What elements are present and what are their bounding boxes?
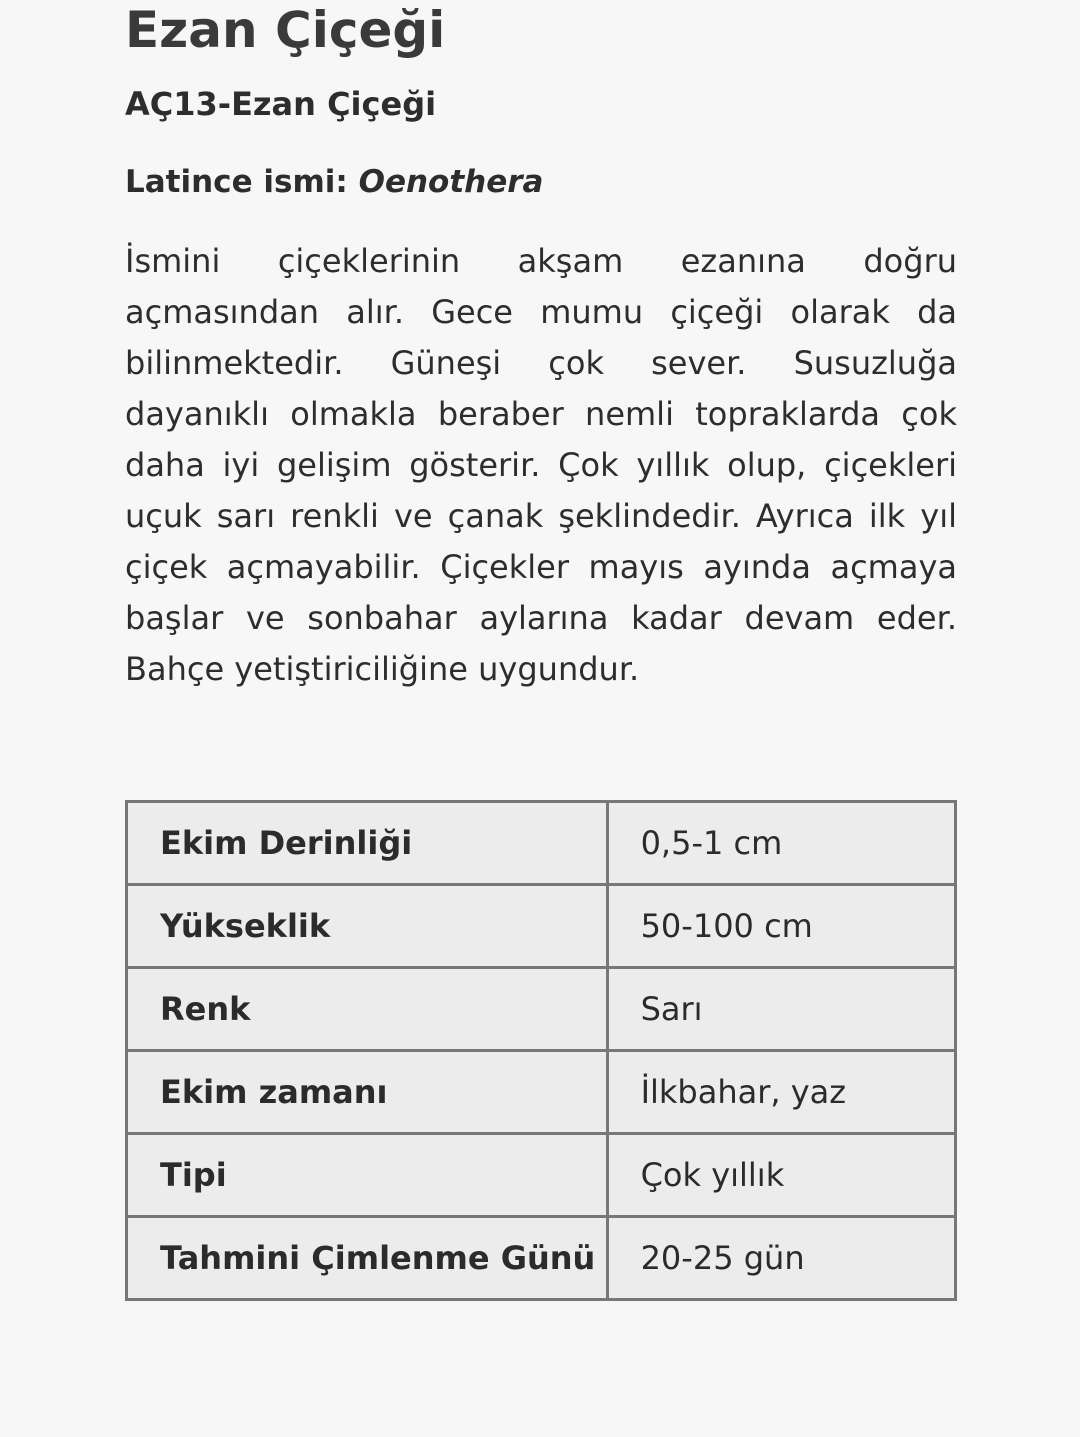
spec-value: İlkbahar, yaz [607, 1051, 955, 1134]
spec-label: Tipi [127, 1134, 608, 1217]
spec-label: Yükseklik [127, 885, 608, 968]
spec-label: Ekim zamanı [127, 1051, 608, 1134]
table-row [127, 968, 956, 1051]
product-description: İsmini çiçeklerinin akşam ezanına doğru açmasından alır. Gece mumu çiçeği olarak da bilinmektedir. Güneşi çok sever. Susuzluğa dayanıklı olmakla beraber nemli topraklarda çok daha iyi gelişim gösterir. Çok yıllık olup, çiçekleri uçuk sarı renkli ve çanak şeklindedir. Ayrıca ilk yıl çiçek açmayabilir. Çiçekler mayıs ayında açmaya başlar ve sonbahar aylarına kadar devam eder. Bahçe yetiştiriciliğine uygundur. [125, 242, 957, 688]
table-row [127, 885, 956, 968]
spec-label: Tahmini Çimlenme Günü [127, 1217, 608, 1300]
specs-table [125, 800, 957, 1301]
table-row [127, 802, 956, 885]
spec-label: Renk [127, 968, 608, 1051]
table-row [127, 1134, 956, 1217]
spec-value: Çok yıllık [607, 1134, 955, 1217]
page-title: Ezan Çiçeği [125, 1, 446, 59]
table-row [127, 1051, 956, 1134]
spec-value: 20-25 gün [607, 1217, 955, 1300]
latin-name-value: Oenothera [358, 164, 544, 200]
spec-value: 0,5-1 cm [607, 802, 955, 885]
latin-name-label: Latince ismi: [125, 164, 348, 200]
latin-name-line [125, 160, 543, 204]
product-code: AÇ13-Ezan Çiçeği [125, 85, 437, 123]
spec-value: Sarı [607, 968, 955, 1051]
table-row [127, 1217, 956, 1300]
spec-value: 50-100 cm [607, 885, 955, 968]
spec-label: Ekim Derinliği [127, 802, 608, 885]
